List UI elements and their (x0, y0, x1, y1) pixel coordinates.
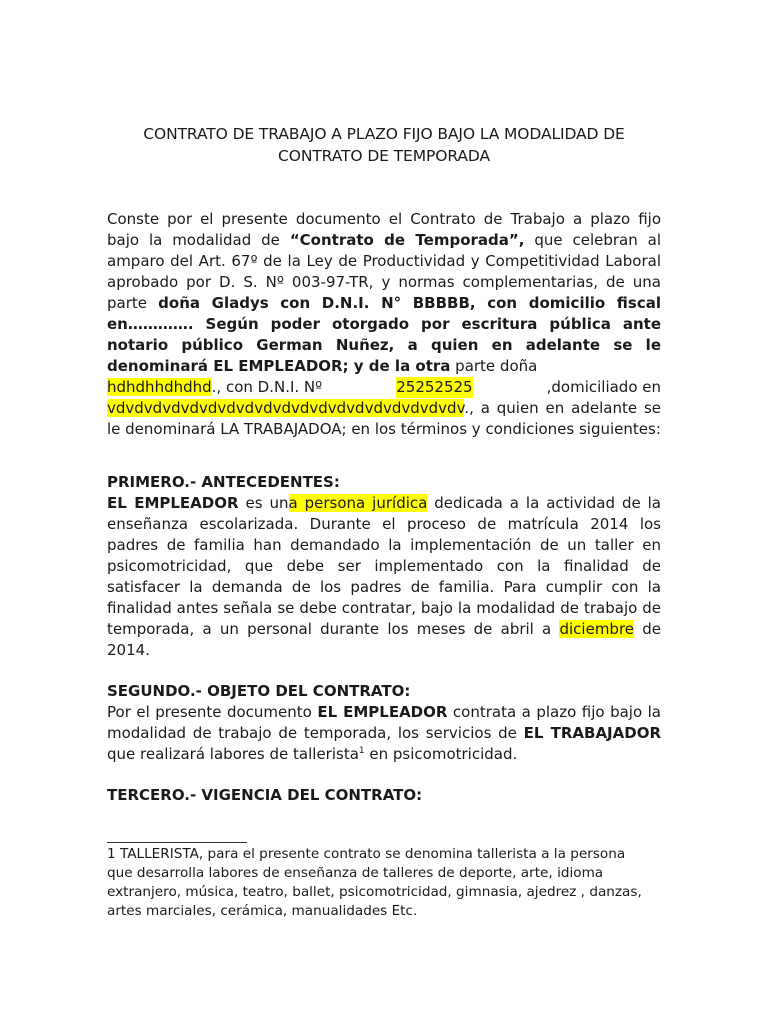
primero-highlight-2: diciembre (559, 620, 635, 638)
primero-highlight-1: a persona jurídica (288, 494, 428, 512)
primero-text-3: de 2014. (107, 620, 661, 659)
intro-bold-1: “Contrato de Temporada”, (289, 231, 525, 249)
primero-text-2: dedicada a la actividad de la enseñanza escolarizada. Durante el proceso de matrícula 2014 los padres de familia han demandado la implementación de un taller en psicomotricidad, que debe ser implementado con la finalidad de satisfacer la demanda de los padres de familia. Para cumplir con la finalidad antes señala se debe contratar, bajo la modalidad de trabajo de temporada, a un personal durante los meses de abril a (107, 494, 661, 638)
primero-text (107, 493, 661, 661)
footnote-line-4: artes marciales, cerámica, manualidades Etc. (107, 903, 418, 919)
footnote-ref[interactable]: 1 (358, 746, 365, 756)
intro-text-end (107, 398, 661, 440)
intro-text-1: Conste por el presente documento el Contrato de Trabajo a plazo fijo bajo la modalidad de (107, 210, 661, 249)
intro-bold-2: doña Gladys con D.N.I. N° BBBBB, con domicilio fiscal en…………. Según poder otorgado por escritura pública ante notario público German Nuñez, a quien en adelante se le denominará EL EMPLEADOR; y de la otra (107, 294, 661, 375)
intro-text-2: que celebran al amparo del Art. 67º de la Ley de Productividad y Competitividad Laboral aprobado por D. S. Nº 003-97-TR, y normas complementarias, de una parte (107, 231, 661, 312)
section-segundo (107, 681, 661, 765)
section-primero (107, 472, 661, 661)
section-heading-segundo: SEGUNDO.- OBJETO DEL CONTRATO: (107, 682, 411, 700)
segundo-bold-2: EL TRABAJADOR (523, 724, 661, 742)
segundo-text-2: contrata a plazo fijo bajo la modalidad de trabajo de temporada, los servicios de (107, 703, 661, 742)
segundo-text-3: que realizará labores de tallerista (107, 745, 359, 763)
section-heading-tercero: TERCERO.- VIGENCIA DEL CONTRATO: (107, 786, 423, 804)
primero-bold-1: EL EMPLEADOR (107, 494, 239, 512)
intro-paragraph (107, 209, 661, 440)
footnote-separator (107, 842, 247, 843)
footnote-line-1: 1 TALLERISTA, para el presente contrato se denomina tallerista a la persona (107, 846, 626, 862)
footnote-line-3: extranjero, música, teatro, ballet, psicomotricidad, gimnasia, ajedrez , danzas, (107, 884, 642, 900)
footnote-line-2: que desarrolla labores de enseñanza de talleres de deporte, arte, idioma (107, 865, 604, 881)
intro-text-4: ., a quien en adelante se le denominará LA TRABAJADOA; en los términos y condiciones siguientes: (107, 399, 661, 438)
dni-highlight: 25252525 (396, 378, 473, 396)
title-line-2: CONTRATO DE TEMPORADA (278, 147, 490, 165)
section-tercero (107, 785, 661, 806)
domicile-label: ,domiciliado en (546, 378, 661, 396)
address-highlight: vdvdvdvdvdvdvdvdvdvdvdvdvdvdvdvdvdvdvdv (107, 399, 465, 417)
footnote (107, 845, 661, 921)
document-title (100, 123, 668, 167)
segundo-text-1: Por el presente documento (107, 703, 318, 721)
primero-text-1: es un (238, 494, 289, 512)
intro-text (107, 209, 661, 377)
intro-text-3: parte doña (450, 357, 538, 375)
section-heading-primero: PRIMERO.- ANTECEDENTES: (107, 473, 340, 491)
segundo-bold-1: EL EMPLEADOR (317, 703, 448, 721)
worker-name-highlight: hdhdhhdhdhd (107, 378, 212, 396)
intro-party-line (107, 377, 661, 398)
title-line-1: CONTRATO DE TRABAJO A PLAZO FIJO BAJO LA MODALIDAD DE (143, 125, 625, 143)
dni-label: ., con D.N.I. Nº (211, 378, 323, 396)
segundo-text-4: en psicomotricidad. (364, 745, 518, 763)
segundo-text (107, 702, 661, 765)
